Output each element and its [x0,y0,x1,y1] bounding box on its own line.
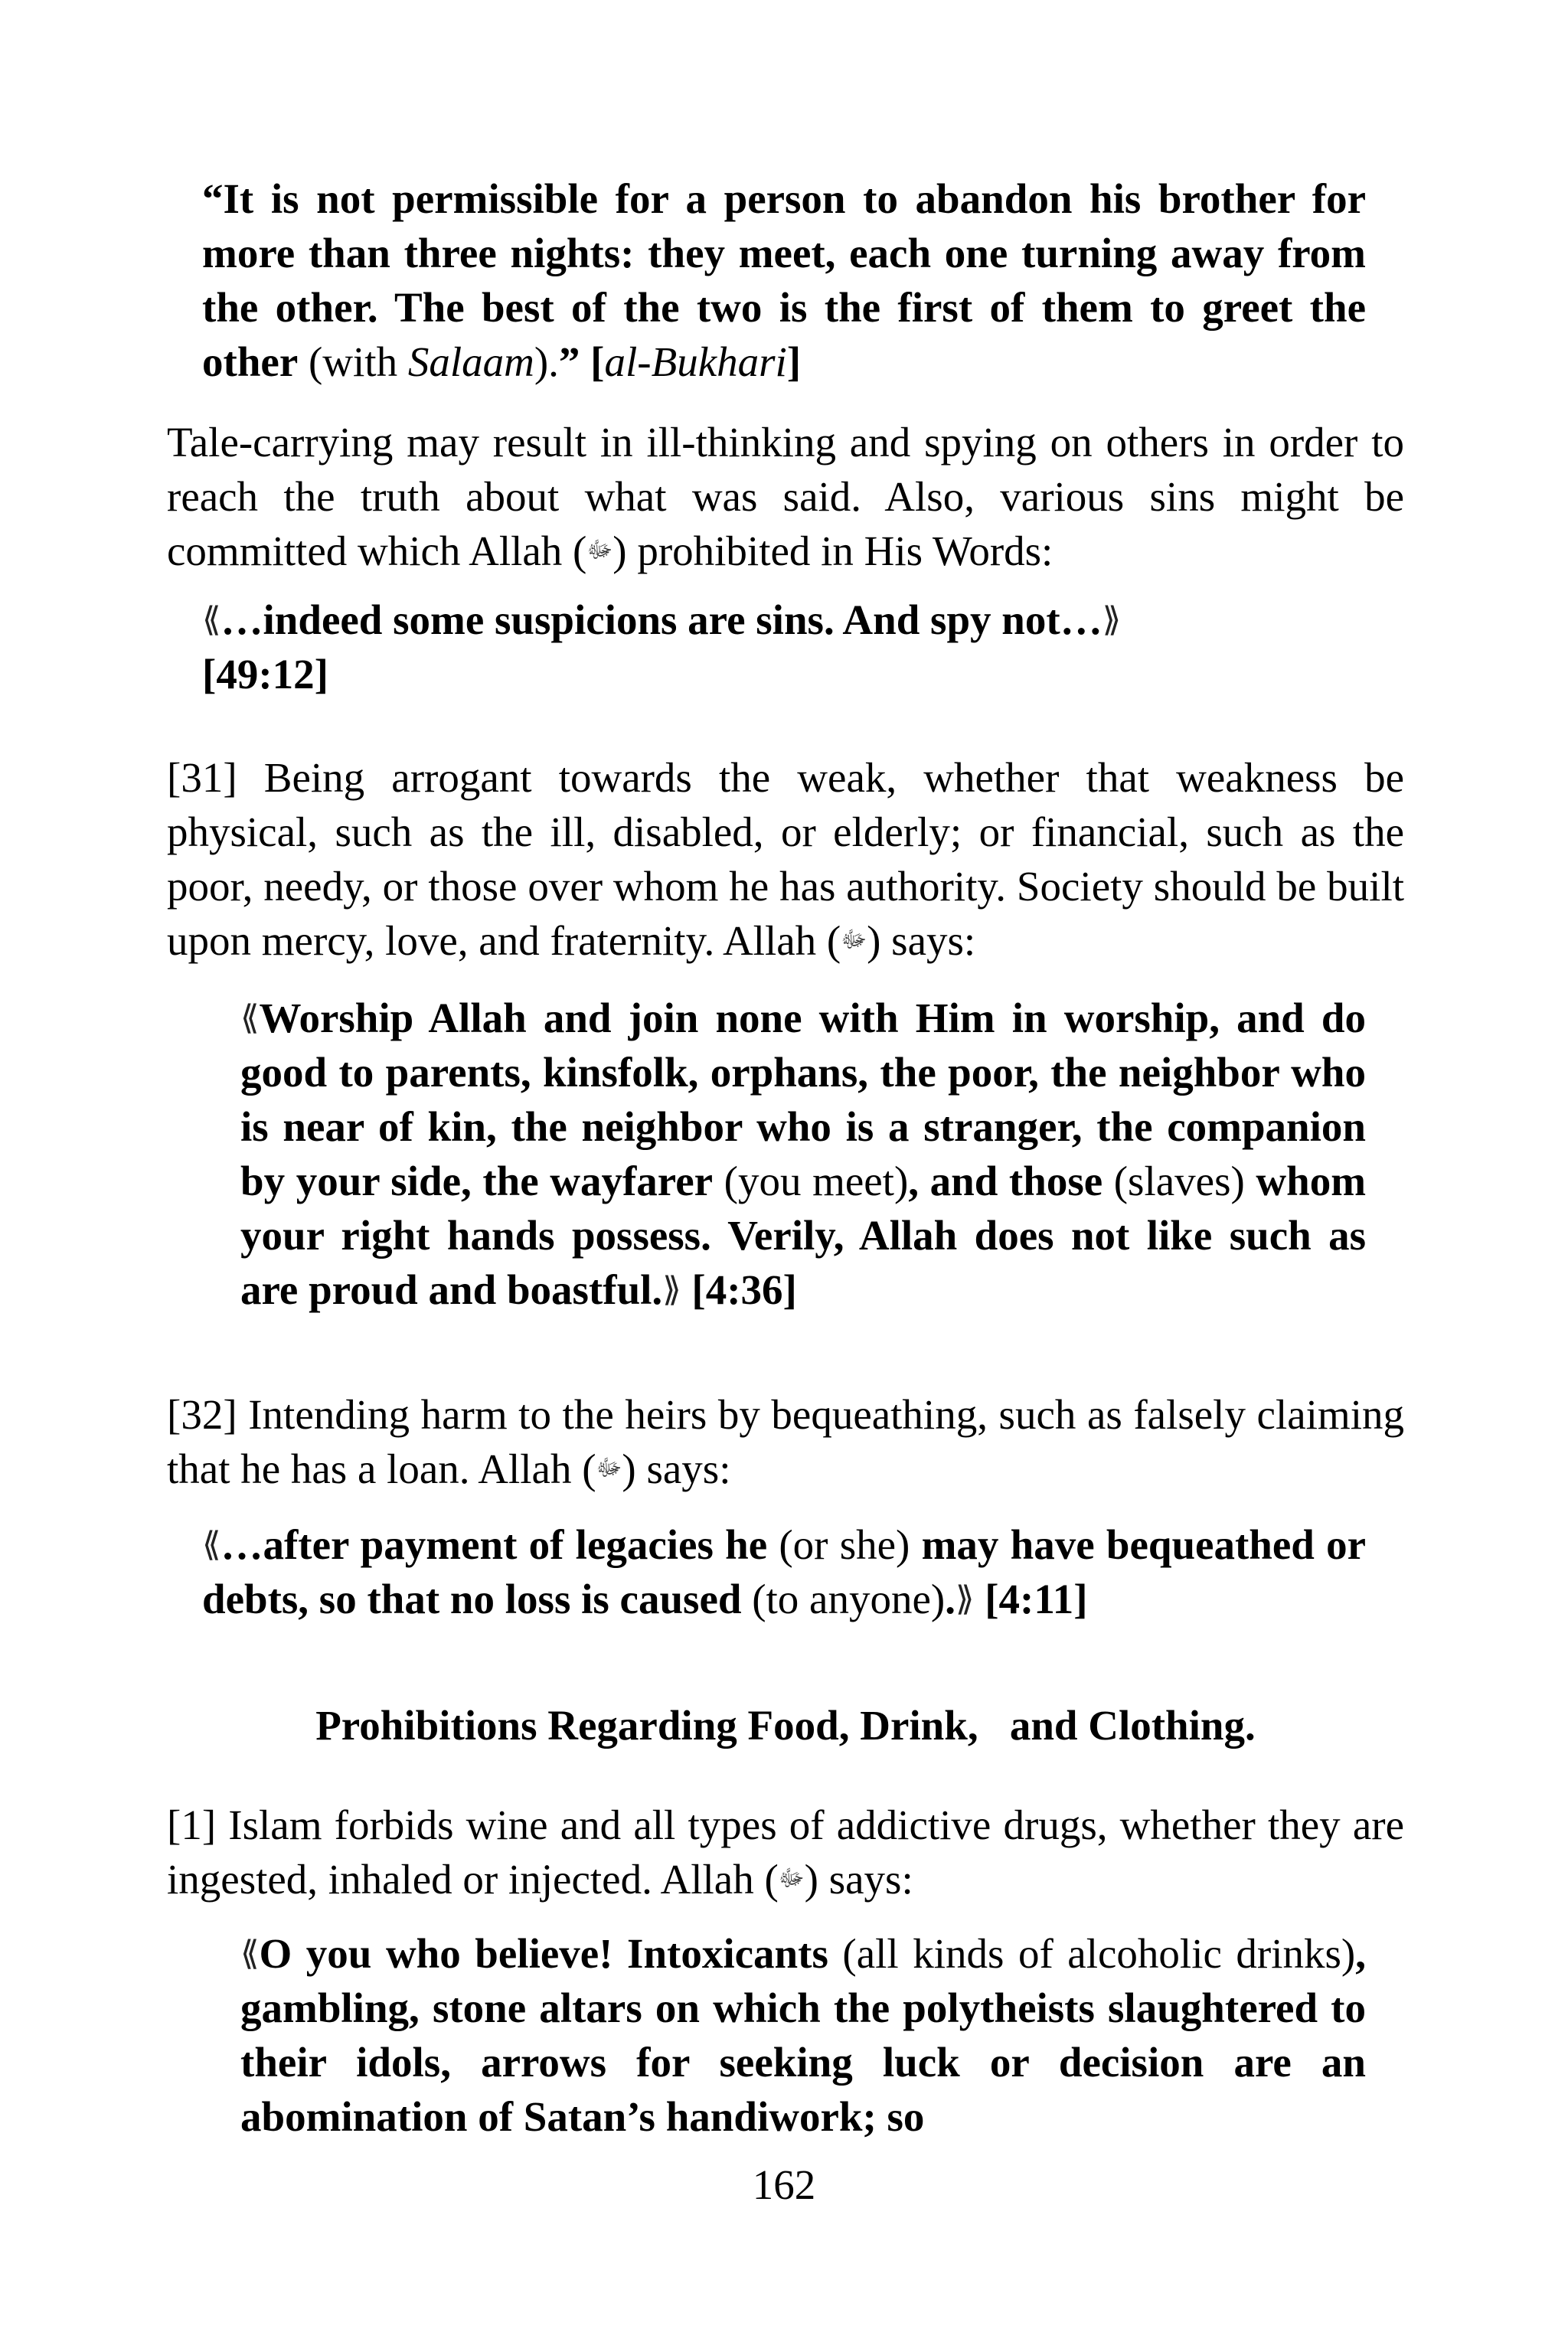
verse-5-90 [240,1926,1366,2144]
page-number: 162 [752,2161,816,2208]
verse-text: may have bequeathed or debts, so that no loss is caused [202,1521,1366,1622]
verse-gloss: (you meet) [713,1158,909,1204]
verse-reference: [49:12] [202,651,328,697]
ornamental-open-bracket-icon: ⟪ [240,1934,260,1973]
paragraph-text: [1] Islam forbids wine and all types of addictive drugs, whether they are ingested, inhaled or injected. Allah ( [167,1802,1404,1903]
paragraph-text-end: ) says: [867,917,976,964]
verse-text: , gambling, stone altars on which the polytheists slaughtered to their idols, arrows for seeking luck or decision are an abomination of Satan’s handiwork; so [240,1930,1366,2140]
hadith-gloss-post: ). [534,338,559,385]
verse-4-36 [240,991,1366,1317]
paragraph-text: [32] Intending harm to the heirs by bequeathing, such as falsely claiming that he has a loan. Allah ( [167,1391,1404,1492]
paragraph-text-end: ) says: [622,1446,731,1492]
item-32-paragraph [167,1387,1404,1496]
verse-text: …after payment of legacies he [220,1521,768,1568]
honorific-icon: ﷻ [778,1865,805,1892]
verse-text: . [945,1576,956,1622]
item-1-paragraph [167,1798,1404,1906]
paragraph-tale-carrying [167,415,1404,578]
verse-49-12 [202,593,1366,701]
hadith-source: al-Bukhari [604,338,787,385]
hadith-open-quote: “ [202,175,224,222]
paragraph-text: Tale-carrying may result in ill-thinking and spying on others in order to reach the truth about what was said. Also, various sins might be committed which Allah ( [167,419,1404,574]
paragraph-text: [31] Being arrogant towards the weak, whether that weakness be physical, such as the ill, disabled, or elderly; or financial, such as the poor, needy, or those over whom he has authority. Society should be built upon mercy, love, and fraternity. Allah ( [167,754,1404,964]
verse-text: Worship Allah and join none with Him in worship, and do good to parents, kinsfolk, orphans, the poor, the neighbor who is near of kin, the neighbor who is a stranger, the companion by your side, the wayfarer [240,995,1366,1204]
ornamental-close-bracket-icon: ⟫ [1102,600,1122,639]
ornamental-open-bracket-icon: ⟪ [202,600,221,639]
verse-gloss: (slaves) [1102,1158,1256,1204]
hadith-quote [202,172,1366,389]
hadith-gloss-italic: Salaam [407,338,534,385]
hadith-gloss-pre: (with [298,338,408,385]
ornamental-open-bracket-icon: ⟪ [240,998,260,1037]
ornamental-close-bracket-icon: ⟫ [955,1579,975,1619]
paragraph-text-end: ) says: [804,1856,913,1903]
verse-gloss: (or she) [767,1521,922,1568]
ornamental-open-bracket-icon: ⟪ [202,1525,221,1564]
honorific-icon: ﷻ [596,1455,622,1481]
section-heading: Prohibitions Regarding Food, Drink, and Clothing. [315,1702,1256,1749]
verse-reference: [4:36] [681,1266,797,1313]
hadith-text: It is not permissible for a person to abandon his brother for more than three nights: they meet, each one turning away from the other. The best of the two is the first of them to greet the other [202,175,1366,385]
hadith-source-open: [ [580,338,605,385]
verse-gloss: (all kinds of alcoholic drinks) [828,1930,1356,1977]
honorific-icon: ﷻ [586,537,613,564]
verse-gloss: (to anyone) [741,1576,946,1622]
verse-4-11 [202,1517,1366,1626]
ornamental-close-bracket-icon: ⟫ [662,1270,681,1309]
honorific-icon: ﷻ [841,926,867,953]
hadith-close-quote: ” [558,338,580,385]
verse-reference: [4:11] [974,1576,1088,1622]
verse-text: whom your right hands possess. Verily, Allah does not like such as are proud and boastful. [240,1158,1367,1313]
verse-text: …indeed some suspicions are sins. And spy not… [220,596,1102,643]
verse-text: O you who believe! Intoxicants [259,1930,828,1977]
verse-text: , and those [908,1158,1103,1204]
paragraph-text-end: ) prohibited in His Words: [612,528,1054,574]
hadith-source-close: ] [786,338,802,385]
item-31-paragraph [167,750,1404,968]
